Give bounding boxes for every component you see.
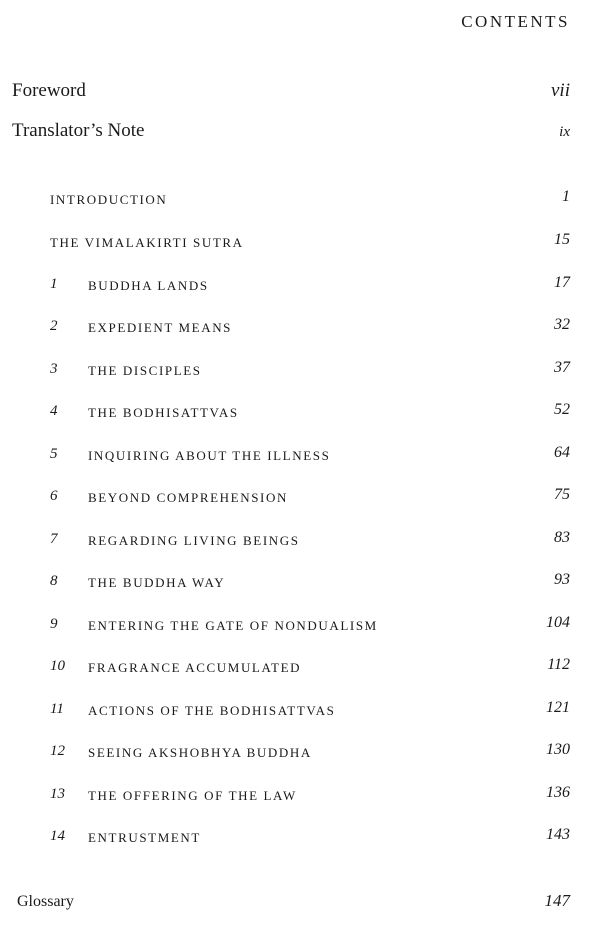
entry-page: 17 (554, 274, 570, 291)
entry-page: 83 (554, 529, 570, 546)
chapter-number: 13 (50, 786, 65, 802)
toc-row (50, 190, 570, 214)
chapter-number: 10 (50, 658, 65, 674)
entry-title: THE OFFERING OF THE LAW (88, 788, 297, 803)
entry-title: REGARDING LIVING BEINGS (88, 533, 300, 548)
chapter-number: 6 (50, 488, 58, 504)
entry-title: EXPEDIENT MEANS (88, 320, 233, 335)
toc-row (50, 573, 570, 597)
chapter-number: 14 (50, 828, 65, 844)
entry-title: ACTIONS OF THE BODHISATTVAS (88, 703, 336, 718)
toc-row (50, 403, 570, 427)
entry-title: INTRODUCTION (50, 192, 168, 207)
entry-title: THE DISCIPLES (88, 363, 202, 378)
toc-row (50, 276, 570, 300)
toc-row (50, 488, 570, 512)
entry-page: 136 (546, 784, 570, 801)
chapter-number: 8 (50, 573, 58, 589)
toc-row (50, 361, 570, 385)
front-entry-foreword (12, 80, 570, 102)
entry-title: SEEING AKSHOBHYA BUDDHA (88, 745, 312, 760)
chapter-number: 9 (50, 616, 58, 632)
entry-title: THE BUDDHA WAY (88, 575, 226, 590)
entry-page: 147 (544, 891, 570, 910)
chapter-number: 12 (50, 743, 65, 759)
toc-row (50, 233, 570, 257)
toc-row (50, 446, 570, 470)
entry-title: THE BODHISATTVAS (88, 405, 239, 420)
entry-page: vii (551, 80, 570, 101)
entry-title: Glossary (17, 893, 74, 910)
front-entry-translators-note (12, 120, 570, 142)
entry-page: 130 (546, 741, 570, 758)
toc-row (50, 531, 570, 555)
back-entry-glossary (17, 893, 570, 911)
entry-page: 52 (554, 401, 570, 418)
toc-row (50, 701, 570, 725)
chapter-number: 1 (50, 276, 58, 292)
toc-row (50, 828, 570, 852)
entry-title: Foreword (12, 80, 86, 101)
entry-page: 93 (554, 571, 570, 588)
entry-page: 64 (554, 444, 570, 461)
entry-page: 1 (562, 188, 570, 205)
entry-page: 15 (554, 231, 570, 248)
entry-title: ENTERING THE GATE OF NONDUALISM (88, 618, 378, 633)
toc-row (50, 318, 570, 342)
toc-row (50, 616, 570, 640)
chapter-number: 5 (50, 446, 58, 462)
toc-row (50, 743, 570, 767)
entry-page: 32 (554, 316, 570, 333)
chapter-number: 4 (50, 403, 58, 419)
entry-page: 37 (554, 359, 570, 376)
chapter-number: 11 (50, 701, 64, 717)
entry-page: 143 (546, 826, 570, 843)
entry-title: BEYOND COMPREHENSION (88, 490, 288, 505)
toc-row (50, 658, 570, 682)
entry-page: ix (559, 124, 570, 140)
contents-heading: CONTENTS (461, 12, 570, 31)
entry-page: 112 (547, 656, 570, 673)
entry-page: 121 (546, 699, 570, 716)
chapter-number: 2 (50, 318, 58, 334)
chapter-number: 3 (50, 361, 58, 377)
entry-title: INQUIRING ABOUT THE ILLNESS (88, 448, 331, 463)
entry-page: 104 (546, 614, 570, 631)
chapter-number: 7 (50, 531, 58, 547)
entry-title: BUDDHA LANDS (88, 278, 209, 293)
entry-title: FRAGRANCE ACCUMULATED (88, 660, 302, 675)
entry-title: Translator’s Note (12, 120, 145, 141)
toc-row (50, 786, 570, 810)
entry-title: ENTRUSTMENT (88, 830, 201, 845)
entry-page: 75 (554, 486, 570, 503)
entry-title: THE VIMALAKIRTI SUTRA (50, 235, 244, 250)
